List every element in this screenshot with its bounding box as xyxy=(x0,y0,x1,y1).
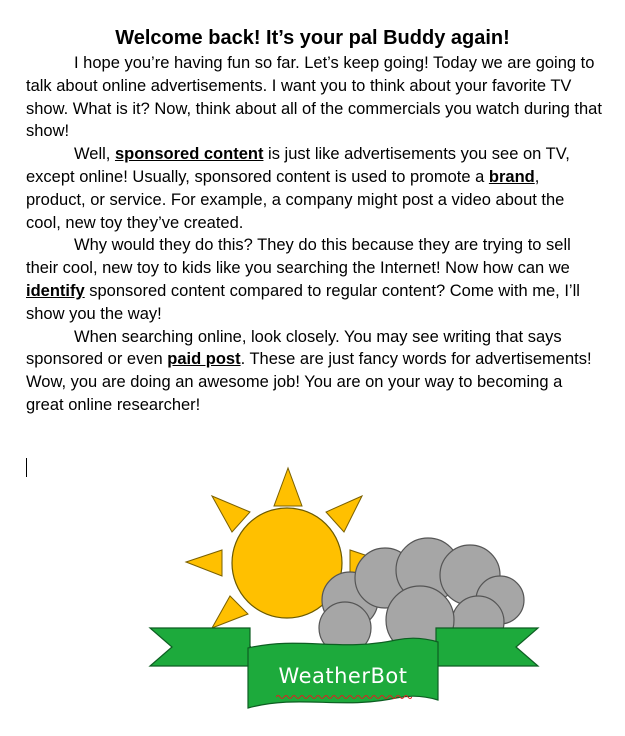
paragraph-text: . These are just fancy words for advertisements! Wow, you are doing an awesome job! You are on your way to becoming a great online researcher! xyxy=(26,350,592,414)
term-identify: identify xyxy=(26,281,85,300)
paragraph-intro-text: I hope you’re having fun so far. Let’s keep going! Today we are going to talk about online advertisements. I want you to think about your favorite TV show. What is it? Now, think about all of the commercials you watch during that show! xyxy=(26,54,602,141)
paragraph-text: sponsored content compared to regular content? Come with me, I’ll show you the way! xyxy=(26,281,580,323)
term-paid-post: paid post xyxy=(167,350,241,369)
paragraph-text: Well, xyxy=(74,145,115,164)
paragraph-text: , product, or service. For example, a company might post a video about the cool, new toy they’ve created. xyxy=(26,167,565,232)
term-brand: brand xyxy=(488,167,535,186)
spellcheck-underline-icon xyxy=(276,694,412,700)
term-sponsored-content: sponsored content xyxy=(114,145,264,164)
paragraph-text: Why would they do this? They do this because they are trying to sell their cool, new toy to kids like you searching the Internet! Now how can we xyxy=(26,236,571,278)
paragraph-text: When searching online, look closely. You may see writing that says sponsored or even xyxy=(26,327,562,369)
page-title: Welcome back! It’s your pal Buddy again! xyxy=(115,27,510,49)
paragraph-text: is just like advertisements you see on TV, except online! Usually, sponsored content is used to promote a xyxy=(26,145,570,186)
banner-label: WeatherBot xyxy=(278,664,408,688)
